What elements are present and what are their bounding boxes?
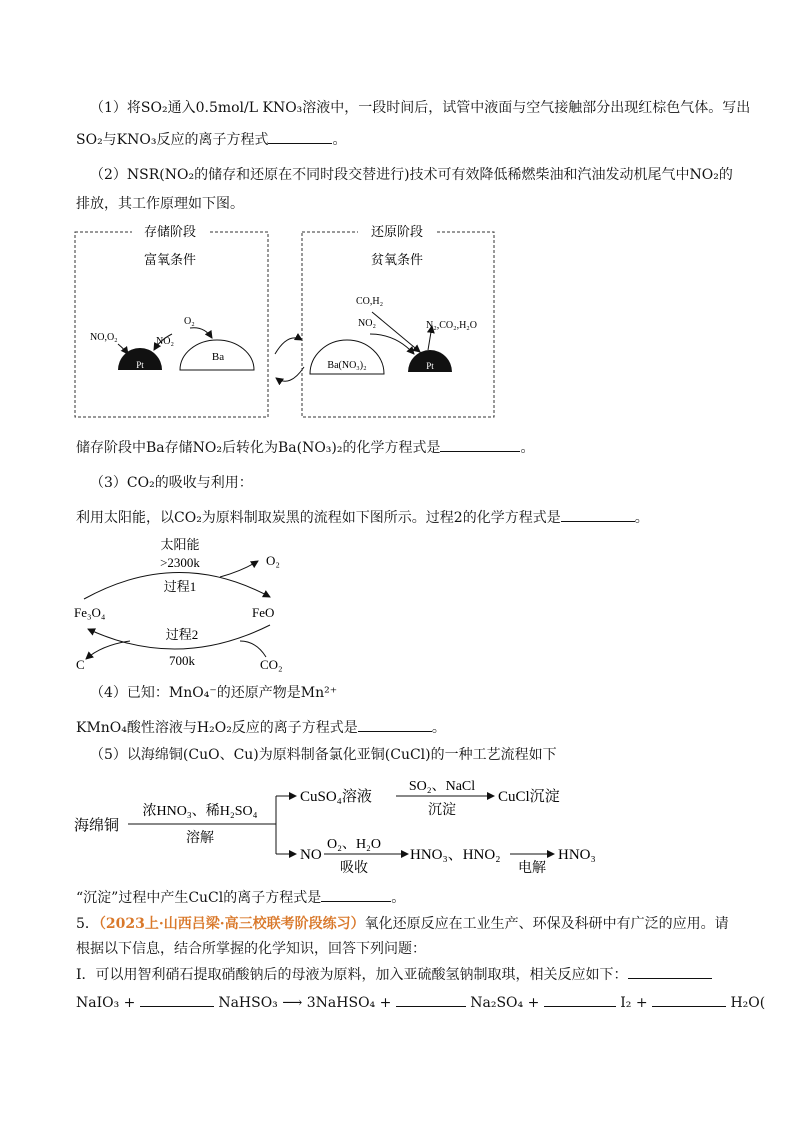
- pt-label-right: Pt: [426, 361, 434, 371]
- p5-source: （2023上·山西吕梁·高三校联考阶段练习）: [98, 916, 365, 932]
- q1-line2: [76, 130, 346, 150]
- coef-blank: [544, 994, 616, 1007]
- flow-so2-nacl: SO₂、NaCl: [408, 779, 476, 794]
- q4-line1: （4）已知：MnO₄⁻的还原产物是Mn²⁺: [90, 685, 338, 701]
- q5-line1: （5）以海绵铜(CuO、Cu)为原料制备氯化亚铜(CuCl)的一种工艺流程如下: [90, 747, 557, 763]
- q1-line1: （1）将SO₂通入0.5mol/L KNO₃溶液中，一段时间后，试管中液面与空气接触部分出现红棕色气体。写出: [90, 100, 751, 116]
- eq-na2so4: Na₂SO₄ +: [470, 995, 540, 1011]
- flow-o2-h2o: O₂、H₂O: [326, 837, 382, 852]
- flow-electrolysis: 电解: [518, 861, 546, 876]
- q1-line2-end: 。: [332, 132, 347, 148]
- ba-label: Ba: [211, 351, 225, 363]
- q5-question-text: “沉淀”过程中产生CuCl的离子方程式是: [76, 890, 322, 906]
- process2-label: 过程2: [165, 627, 199, 642]
- answer-blank: [268, 131, 332, 144]
- storage-condition: 富氧条件: [143, 252, 197, 267]
- answer-blank: [358, 719, 432, 732]
- q3-line2-end: 。: [634, 510, 649, 526]
- co-h2-label: CO,H₂: [356, 296, 384, 307]
- storage-title: 存储阶段: [143, 224, 197, 239]
- answer-blank: [321, 889, 391, 902]
- flow-cucl: CuCl沉淀: [498, 789, 560, 805]
- flow-hno3-hno2: HNO₃、HNO₂: [410, 847, 501, 863]
- ba-nitrate-label: Ba(NO₃)₂: [327, 360, 367, 371]
- p5-part1: [76, 965, 712, 985]
- q4-line2-end: 。: [431, 720, 446, 736]
- coef-blank: [396, 994, 466, 1007]
- answer-blank: [628, 966, 712, 979]
- no-o2-label: NO,O₂: [90, 332, 118, 343]
- p5-part1-text: Ⅰ．可以用智利硝石提取硝酸钠后的母液为原料，加入亚硫酸氢钠制取琪，相关反应如下：: [76, 967, 628, 983]
- q5-question-end: 。: [391, 890, 406, 906]
- reduction-condition: 贫氧条件: [370, 252, 424, 267]
- flow-cuso4: CuSO₄溶液: [300, 789, 372, 805]
- solar-label: 太阳能: [160, 537, 200, 552]
- q5-question: [76, 888, 405, 908]
- nsr-diagram: [70, 222, 510, 422]
- cycle-arrow-top: [275, 338, 302, 354]
- coef-blank: [652, 994, 726, 1007]
- answer-blank: [561, 509, 635, 522]
- p5-equation: [76, 993, 765, 1013]
- q4-line2-text: KMnO₄酸性溶液与H₂O₂反应的离子方程式是: [76, 720, 358, 736]
- flow-reagent: 浓HNO₃、稀H₂SO₄: [142, 804, 258, 819]
- reduction-title: 还原阶段: [370, 224, 424, 239]
- q4-line2: [76, 718, 446, 738]
- flow-absorb: 吸收: [340, 861, 368, 876]
- eq-naio3: NaIO₃ +: [76, 995, 136, 1011]
- q2-question-text: 储存阶段中Ba存储NO₂后转化为Ba(NO₃)₂的化学方程式是: [76, 440, 441, 456]
- p5-number: 5．: [76, 916, 99, 932]
- co2-label: CO₂: [260, 657, 283, 672]
- eq-nahso3: NaHSO₃ ⟶ 3NaHSO₄ +: [218, 995, 392, 1011]
- temp2-label: 700k: [169, 653, 195, 668]
- o2-product: O₂: [266, 553, 280, 568]
- cucl-flow-diagram: [70, 770, 630, 880]
- cycle-arrow-bottom: [276, 367, 304, 381]
- c-label: C: [76, 657, 85, 672]
- q2-question: [76, 438, 534, 458]
- answer-blank: [440, 439, 520, 452]
- temp1-label: >2300k: [160, 555, 200, 570]
- q2-line2: 排放，其工作原理如下图。: [76, 196, 244, 212]
- no2-right-label: NO₂: [358, 318, 376, 329]
- o2-label: O₂: [184, 316, 195, 327]
- products-label: N₂,CO₂,H₂O: [426, 320, 478, 331]
- fe3o4-label: Fe₃O₄: [74, 605, 106, 620]
- q2-line1: （2）NSR(NO₂的储存和还原在不同时段交替进行)技术可有效降低稀燃柴油和汽油发动机尾气中NO₂的: [90, 167, 733, 183]
- q3-line2-text: 利用太阳能，以CO₂为原料制取炭黑的流程如下图所示。过程2的化学方程式是: [76, 510, 561, 526]
- flow-start: 海绵铜: [74, 818, 120, 834]
- process1-label: 过程1: [163, 579, 197, 594]
- q2-question-end: 。: [520, 440, 535, 456]
- flow-precipitate: 沉淀: [428, 803, 456, 818]
- coef-blank: [140, 994, 214, 1007]
- feo-label: FeO: [252, 605, 275, 620]
- no2-left-label: NO₂: [156, 336, 174, 347]
- co2-cycle-diagram: [70, 535, 310, 675]
- q1-line2-text: SO₂与KNO₃反应的离子方程式: [76, 132, 269, 148]
- p5-text1: 氧化还原反应在工业生产、环保及科研中有广泛的应用。请: [364, 916, 729, 932]
- q3-line2: [76, 508, 649, 528]
- p5-line1: [76, 914, 729, 934]
- eq-h2o: H₂O(: [730, 995, 766, 1011]
- flow-hno3: HNO₃: [558, 847, 596, 863]
- q3-line1: （3）CO₂的吸收与利用：: [90, 475, 253, 491]
- p5-line2: 根据以下信息，结合所掌握的化学知识，回答下列问题：: [76, 941, 426, 957]
- pt-label-left: Pt: [136, 360, 144, 370]
- flow-dissolve: 溶解: [186, 831, 214, 846]
- eq-i2: I₂ +: [620, 995, 648, 1011]
- flow-no: NO: [300, 847, 322, 863]
